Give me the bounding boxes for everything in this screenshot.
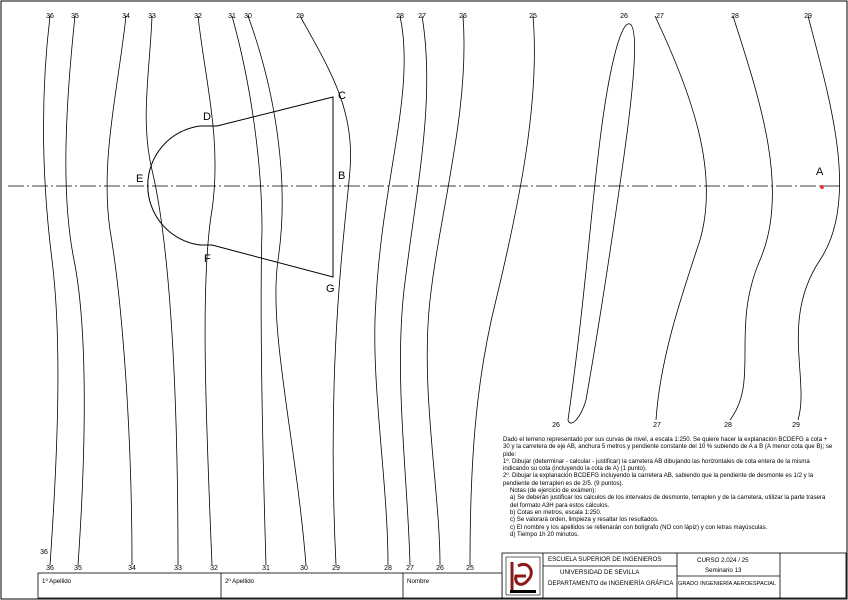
contour-label: 27 <box>653 422 661 429</box>
contour-line <box>107 16 132 565</box>
contour-line <box>43 16 58 565</box>
contour-line <box>66 16 84 565</box>
contour-label: 35 <box>74 565 82 572</box>
contour-label: 28 <box>396 13 404 20</box>
university-name: UNIVERSIDAD DE SEVILLA <box>560 569 640 576</box>
contour-label: 34 <box>128 565 136 572</box>
contour-label: 30 <box>300 565 308 572</box>
contour-label: 27 <box>406 565 414 572</box>
surname2-field[interactable]: 2º Apellido <box>225 578 255 585</box>
contour-line <box>146 16 178 565</box>
contour-label: 34 <box>122 13 130 20</box>
contour-line <box>730 16 773 420</box>
note-e: d) Tiempo 1h 20 minutos. <box>510 530 579 538</box>
point-b-label: B <box>338 170 346 182</box>
point-a-label: A <box>816 166 824 178</box>
contour-label: 25 <box>466 565 474 572</box>
contour-line <box>655 16 706 420</box>
contour-line <box>798 16 840 420</box>
contour-label: 32 <box>210 565 218 572</box>
contour-label: 27 <box>656 13 664 20</box>
student-name-fields <box>38 573 502 598</box>
contour-label: 31 <box>228 13 236 20</box>
contour-label: 26 <box>436 565 444 572</box>
point-f-label: F <box>204 253 211 265</box>
contour-line <box>427 16 464 565</box>
department-name: DEPARTAMENTO de INGENIERÍA GRÁFICA <box>548 580 674 587</box>
note-a: a) Se deberán justificar los calculos de los intervalos de desmonte, terraplen y de la carretera, utilizar la parte trasera del formato A3H para estos cálculos. <box>510 494 826 509</box>
instructions-item1: 1º. Dibujar (determinar - calcular - justificar) la carretera AB dibujando las horizontales de cota entera de la misma indicando su cota (incluyendo la cota de A) (1 punto). <box>503 457 810 473</box>
point-e-label: E <box>136 173 144 185</box>
instructions-intro: Dado el terreno representado por sus curvas de nivel, a escala 1:250. Se quiere hacer la explanación BCDEFG a cota + 30 y la carretera de eje AB, anchura 5 metros y pendiente constante del 10 % subiendo de A a B (A menor cota que B); se pide: <box>503 436 833 458</box>
name-field[interactable]: Nombre <box>407 578 430 585</box>
seminar-label: Seminario 13 <box>705 567 742 574</box>
contour-label: 26 <box>459 13 467 20</box>
instructions-item2: 2º. Dibujar la explanación BCDEFG incluyendo la carretera AB, sabiendo que la pendiente de desmonte es 1/2 y la pendiente de terraplen es de 2/5. (9 puntos). <box>503 472 814 487</box>
contour-label: 35 <box>71 13 79 20</box>
contour-label: 28 <box>384 565 392 572</box>
contour-label: 36 <box>40 549 48 556</box>
contour-line <box>375 16 404 565</box>
contour-line <box>568 24 635 423</box>
point-c-label: C <box>338 90 346 102</box>
point-g-label: G <box>326 283 335 295</box>
exercise-instructions <box>503 436 835 538</box>
note-b: b) Cotas en metros, escala 1:250. <box>510 508 602 516</box>
contour-label: 29 <box>792 422 800 429</box>
contour-label: 36 <box>46 565 54 572</box>
degree-label: GRADO INGENIERÍA AEROESPACIAL <box>678 581 777 587</box>
contour-label: 31 <box>262 565 270 572</box>
contour-line <box>232 16 266 565</box>
platform-outline <box>148 97 333 277</box>
contour-label: 33 <box>174 565 182 572</box>
contour-label: 26 <box>552 422 560 429</box>
contour-label: 29 <box>332 565 340 572</box>
contour-label: 28 <box>731 13 739 20</box>
notes-title: Notas (de ejercicio de exámen): <box>510 487 597 495</box>
contour-label: 26 <box>620 13 628 20</box>
contour-label: 32 <box>194 13 202 20</box>
contour-label: 33 <box>148 13 156 20</box>
point-a-marker <box>820 185 824 189</box>
contour-label: 36 <box>46 13 54 20</box>
contour-line <box>198 16 215 565</box>
contour-label: 27 <box>418 13 426 20</box>
contour-label: 29 <box>296 13 304 20</box>
surname1-field[interactable]: 1º Apellido <box>42 578 72 585</box>
contour-label: 28 <box>724 422 732 429</box>
contour-line <box>248 16 306 565</box>
contour-line <box>400 16 426 565</box>
department-logo <box>506 557 540 595</box>
school-name: ESCUELA SUPERIOR DE INGENIEROS <box>548 556 662 563</box>
note-d: c) El nombre y los apellidos se rellenarán con bolígrafo (NO con lápiz) y con letras mayúsculas. <box>510 523 768 531</box>
contour-label: 25 <box>529 13 537 20</box>
point-d-label: D <box>203 111 211 123</box>
course-label: CURSO 2.024 / 25 <box>697 557 749 564</box>
contour-label: 30 <box>244 13 252 20</box>
contour-label: 29 <box>804 13 812 20</box>
note-c: c) Se valorará orden, limpieza y resaltar los resultados. <box>510 516 659 524</box>
